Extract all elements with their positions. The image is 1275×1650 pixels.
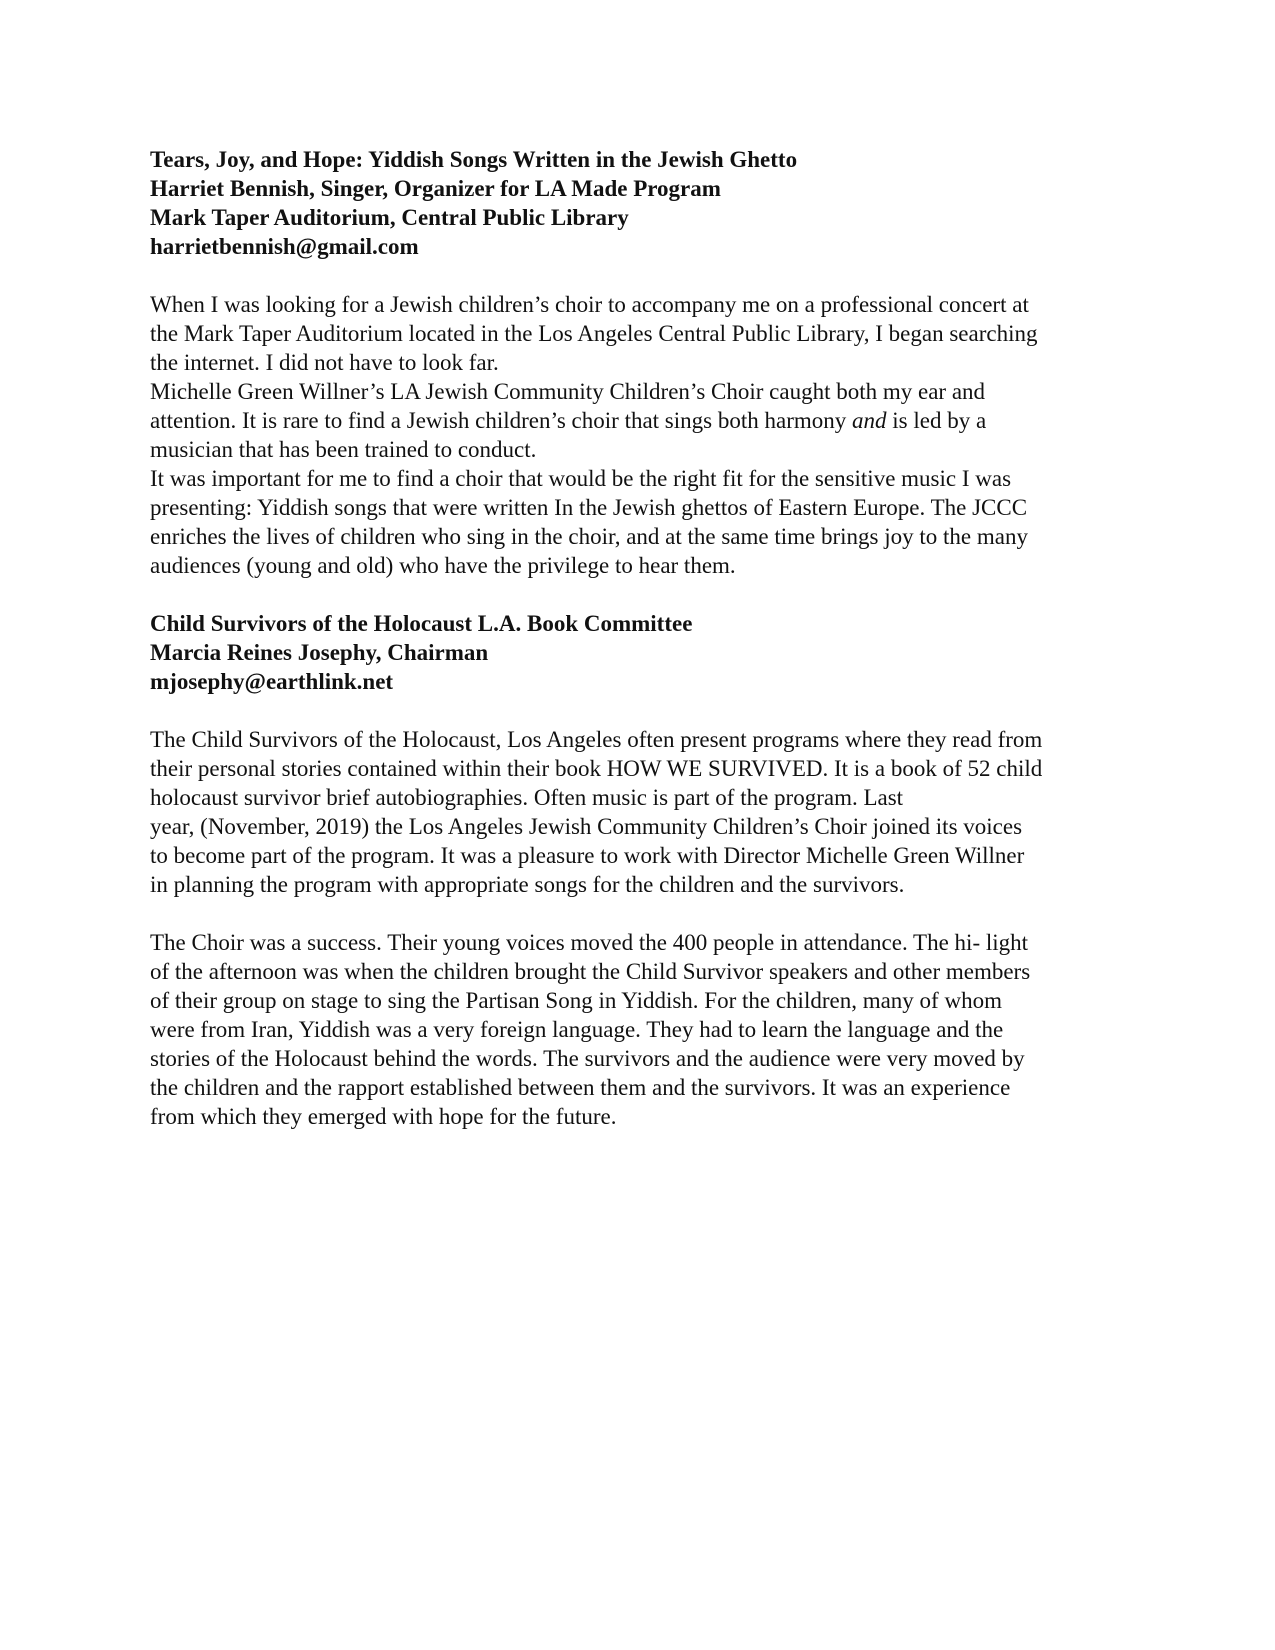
text-line: musician that has been trained to conduct. xyxy=(150,437,537,462)
testimonial-child-survivors-2 xyxy=(150,928,1130,1131)
text-line: It was important for me to find a choir that would be the right fit for the sensitive music I was xyxy=(150,466,1012,491)
text-fragment: attention. It is rare to find a Jewish children’s choir that sings both harmony xyxy=(150,408,852,433)
text-line xyxy=(150,406,1130,435)
program-heading-harriet xyxy=(150,145,1130,261)
text-line: of the afternoon was when the children brought the Child Survivor speakers and other members xyxy=(150,959,1031,984)
text-line: their personal stories contained within their book HOW WE SURVIVED. It is a book of 52 child xyxy=(150,756,1043,781)
testimonial-harriet xyxy=(150,290,1130,580)
text-line: to become part of the program. It was a pleasure to work with Director Michelle Green Willner xyxy=(150,843,1025,868)
program-organizer: Harriet Bennish, Singer, Organizer for LA Made Program xyxy=(150,176,721,201)
text-line: were from Iran, Yiddish was a very foreign language. They had to learn the language and the xyxy=(150,1017,1004,1042)
text-line: The Choir was a success. Their young voices moved the 400 people in attendance. The hi- light xyxy=(150,930,1029,955)
text-line: year, (November, 2019) the Los Angeles Jewish Community Children’s Choir joined its voices xyxy=(150,814,1023,839)
text-line: of their group on stage to sing the Partisan Song in Yiddish. For the children, many of whom xyxy=(150,988,1002,1013)
spacer xyxy=(150,899,1130,928)
text-line: in planning the program with appropriate songs for the children and the survivors. xyxy=(150,872,905,897)
text-line: from which they emerged with hope for the future. xyxy=(150,1104,617,1129)
committee-email: mjosephy@earthlink.net xyxy=(150,669,394,694)
text-line: When I was looking for a Jewish children’s choir to accompany me on a professional concert at xyxy=(150,292,1029,317)
text-fragment: is led by a xyxy=(886,408,987,433)
text-line: audiences (young and old) who have the privilege to hear them. xyxy=(150,553,736,578)
spacer xyxy=(150,696,1130,725)
text-line: holocaust survivor brief autobiographies. Often music is part of the program. Last xyxy=(150,785,904,810)
text-line: presenting: Yiddish songs that were written In the Jewish ghettos of Eastern Europe. The JCCC xyxy=(150,495,1028,520)
program-email: harrietbennish@gmail.com xyxy=(150,234,419,259)
committee-chair: Marcia Reines Josephy, Chairman xyxy=(150,640,489,665)
text-line: the internet. I did not have to look far. xyxy=(150,350,499,375)
program-title: Tears, Joy, and Hope: Yiddish Songs Written in the Jewish Ghetto xyxy=(150,147,798,172)
program-venue: Mark Taper Auditorium, Central Public Library xyxy=(150,205,629,230)
text-line: The Child Survivors of the Holocaust, Los Angeles often present programs where they read from xyxy=(150,727,1043,752)
spacer xyxy=(150,580,1130,609)
program-heading-child-survivors xyxy=(150,609,1130,696)
text-line: the Mark Taper Auditorium located in the Los Angeles Central Public Library, I began searching xyxy=(150,321,1038,346)
testimonial-child-survivors-1 xyxy=(150,725,1130,899)
text-line: stories of the Holocaust behind the words. The survivors and the audience were very moved by xyxy=(150,1046,1025,1071)
document-page xyxy=(150,145,1130,1131)
text-line: enriches the lives of children who sing in the choir, and at the same time brings joy to the many xyxy=(150,524,1028,549)
spacer xyxy=(150,261,1130,290)
emphasis-text: and xyxy=(852,408,887,433)
committee-title: Child Survivors of the Holocaust L.A. Book Committee xyxy=(150,611,693,636)
text-line: the children and the rapport established between them and the survivors. It was an experience xyxy=(150,1075,1011,1100)
text-line: Michelle Green Willner’s LA Jewish Community Children’s Choir caught both my ear and xyxy=(150,379,986,404)
